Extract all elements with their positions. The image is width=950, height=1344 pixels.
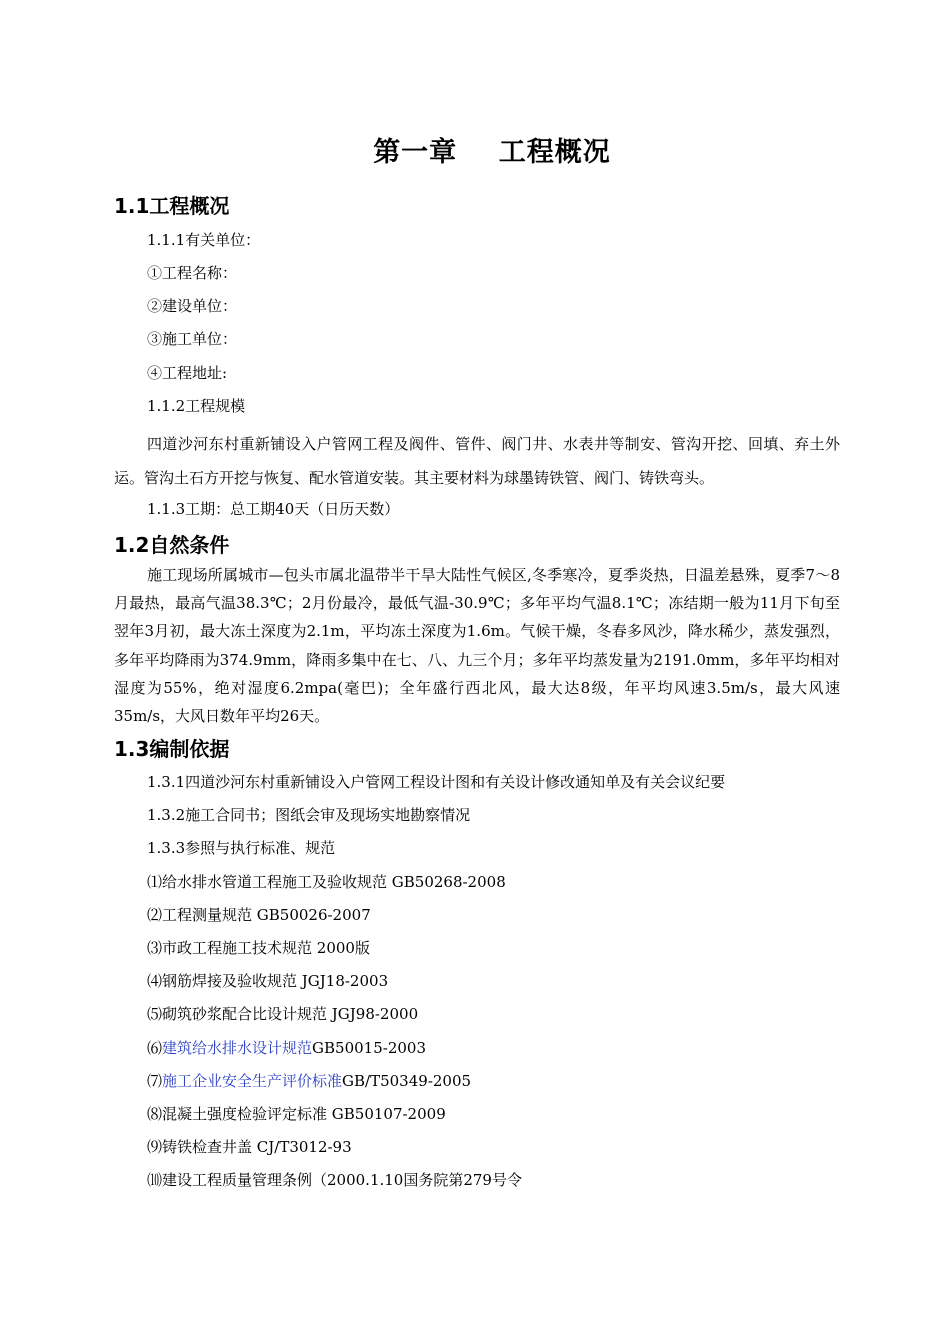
standard-number: ⑺ (147, 1072, 163, 1090)
subsection-1-1-2: 1.1.2工程规模 (147, 397, 246, 415)
list-item-contractor: ③施工单位： (147, 330, 238, 348)
standard-item: ⑽建设工程质量管理条例（2000.1.10国务院第279号令 (147, 1171, 522, 1189)
standard-item: ⑻混凝土强度检验评定标准 GB50107-2009 (147, 1105, 446, 1123)
section-heading-1-1: 1.1工程概况 (114, 194, 230, 218)
list-item-builder: ②建设单位： (147, 297, 238, 315)
subsection-1-1-3: 1.1.3工期：总工期40天（日历天数） (147, 500, 400, 518)
chapter-title: 第一章 工程概况 (373, 137, 611, 168)
subsection-1-3-2: 1.3.2施工合同书；图纸会审及现场实地勘察情况 (147, 806, 471, 824)
subsection-1-1-1: 1.1.1有关单位： (147, 231, 261, 249)
standard-item: ⑷钢筋焊接及验收规范 JGJ18-2003 (147, 972, 389, 990)
subsection-1-3-1: 1.3.1四道沙河东村重新铺设入户管网工程设计图和有关设计修改通知单及有关会议纪要 (147, 773, 726, 791)
list-item-address: ④工程地址: (147, 364, 228, 382)
scale-paragraph: 四道沙河东村重新铺设入户管网工程及阀件、管件、阀门井、水表井等制安、管沟开挖、回填、弃土外运。管沟土石方开挖与恢复、配水管道安装。其主要材料为球墨铸铁管、阀门、铸铁弯头。 (114, 435, 840, 487)
standard-item: ⑶市政工程施工技术规范 2000版 (147, 939, 370, 957)
section-heading-1-2: 1.2自然条件 (114, 533, 230, 557)
standard-number: ⑹ (147, 1039, 163, 1057)
standard-item: ⑸砌筑砂浆配合比设计规范 JGJ98-2000 (147, 1005, 419, 1023)
standard-link[interactable]: 施工企业安全生产评价标准 (162, 1072, 343, 1090)
subsection-1-3-3: 1.3.3参照与执行标准、规范 (147, 839, 336, 857)
natural-conditions-paragraph: 施工现场所属城市—包头市属北温带半干旱大陆性气候区,冬季寒冷，夏季炎热，日温差悬殊，夏季7～8月最热，最高气温38.3℃；2月份最冷，最低气温-30.9℃；多年平均气温8.1℃；冻结期一般为11月下旬至翌年3月初，最大冻土深度为2.1m，平均冻土深度为1.6m。气候干燥，冬春多风沙，降水稀少，蒸发强烈，多年平均降雨为374.9mm，降雨多集中在七、八、九三个月；多年平均蒸发量为2191.0mm，多年平均相对湿度为55%，绝对湿度6.2mpa(毫巴)；全年盛行西北风，最大达8级，年平均风速3.5m/s，最大风速35m/s，大风日数年平均26天。 (114, 566, 840, 726)
standard-link[interactable]: 建筑给水排水设计规范 (162, 1039, 313, 1057)
standard-item: ⑵工程测量规范 GB50026-2007 (147, 906, 371, 924)
standard-code: GB50015-2003 (312, 1039, 426, 1057)
standard-item: ⑴给水排水管道工程施工及验收规范 GB50268-2008 (147, 873, 506, 891)
list-item-project-name: ①工程名称： (147, 264, 238, 282)
standard-code: GB/T50349-2005 (342, 1072, 472, 1090)
standard-item (147, 1070, 471, 1091)
standard-item (147, 1037, 426, 1058)
section-heading-1-3: 1.3编制依据 (114, 737, 230, 761)
standard-item: ⑼铸铁检查井盖 CJ/T3012-93 (147, 1138, 352, 1156)
